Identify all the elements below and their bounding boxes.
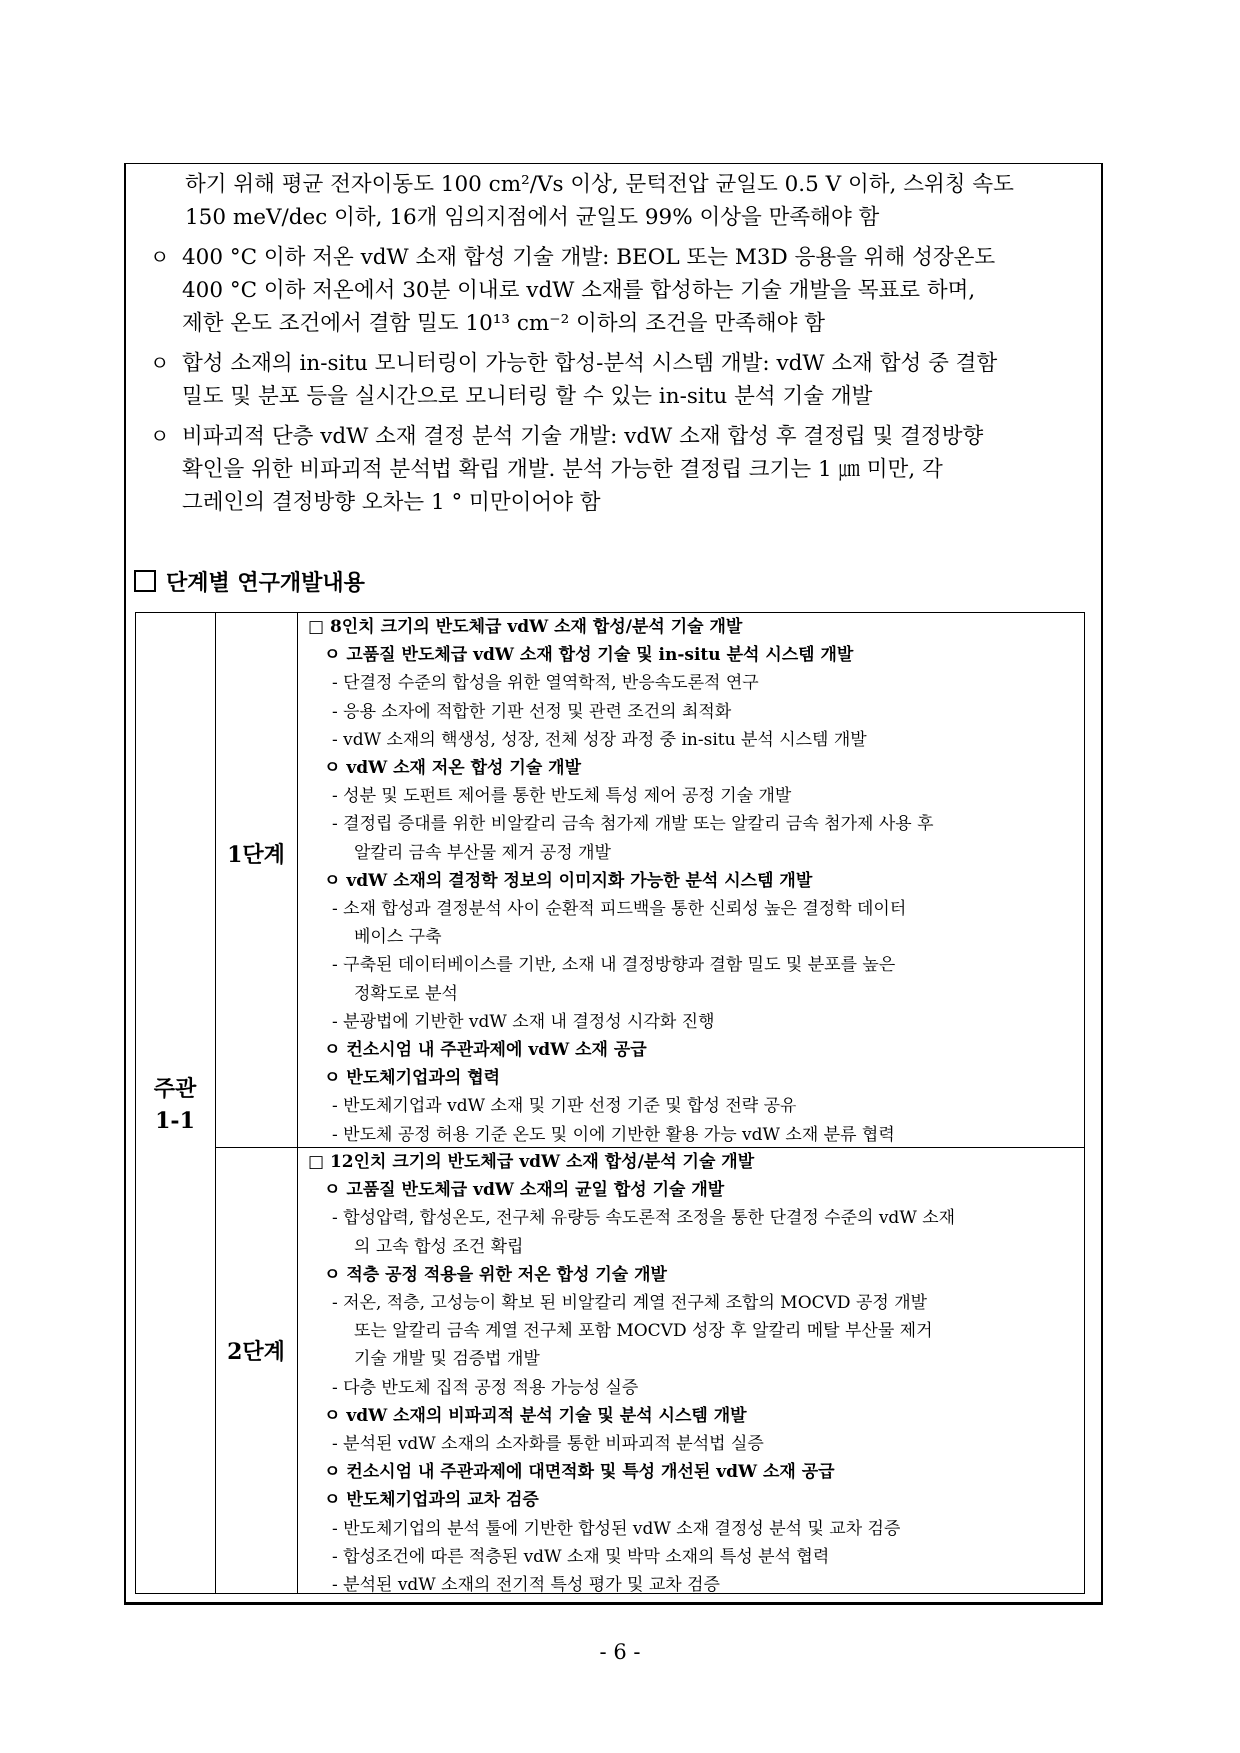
task-detail: - 저온, 적층, 고성능이 확보 된 비알칼리 계열 전구체 조합의 MOCVD 공정 개발 bbox=[332, 1293, 928, 1314]
stage1-label: 1단계 bbox=[227, 842, 285, 868]
text-line: 그레인의 결정방향 오차는 1 ° 미만이어야 함 bbox=[182, 490, 601, 515]
page-number: - 6 - bbox=[599, 1640, 641, 1664]
task-detail: 알칼리 금속 부산물 제거 공정 개발 bbox=[354, 842, 611, 863]
main-task-label-line2: 1-1 bbox=[155, 1108, 195, 1134]
paragraph-continued bbox=[140, 168, 1095, 234]
task-detail: - 반도체 공정 허용 기준 온도 및 이에 기반한 활용 가능 vdW 소재 분류 협력 bbox=[332, 1124, 895, 1145]
stage2-content bbox=[308, 1148, 1078, 1599]
checkbox-square-icon bbox=[134, 570, 156, 592]
task-detail: 정확도로 분석 bbox=[354, 983, 458, 1004]
task-item: ㅇ 고품질 반도체급 vdW 소재의 균일 합성 기술 개발 bbox=[324, 1180, 725, 1201]
task-detail: 베이스 구축 bbox=[354, 927, 442, 948]
stage1-label-cell bbox=[216, 613, 298, 1147]
requirement-item bbox=[140, 420, 1095, 519]
text-line: 제한 온도 조건에서 결함 밀도 10¹³ cm⁻² 이하의 조건을 만족해야 함 bbox=[182, 311, 826, 336]
task-item: ㅇ vdW 소재 저온 합성 기술 개발 bbox=[324, 758, 582, 779]
task-detail: 또는 알칼리 금속 계열 전구체 포함 MOCVD 성장 후 알칼리 메탈 부산물 제거 bbox=[354, 1321, 933, 1342]
task-detail: - 분석된 vdW 소재의 소자화를 통한 비파괴적 분석법 실증 bbox=[332, 1434, 764, 1455]
task-item: ㅇ 적층 공정 적용을 위한 저온 합성 기술 개발 bbox=[324, 1264, 667, 1285]
text-line: 비파괴적 단층 vdW 소재 결정 분석 기술 개발: vdW 소재 합성 후 결정립 및 결정방향 bbox=[182, 424, 984, 449]
task-detail: - 합성압력, 합성온도, 전구체 유량등 속도론적 조정을 통한 단결정 수준의 vdW 소재 bbox=[332, 1208, 956, 1229]
requirements-text bbox=[140, 168, 1095, 526]
task-item: ㅇ 반도체기업과의 교차 검증 bbox=[324, 1490, 539, 1511]
section-title bbox=[134, 566, 365, 597]
section-title-text: 단계별 연구개발내용 bbox=[166, 570, 365, 596]
requirement-item bbox=[140, 347, 1095, 413]
stage2-label-cell bbox=[216, 1148, 298, 1593]
text-line: 하기 위해 평균 전자이동도 100 cm²/Vs 이상, 문턱전압 균일도 0.5 V 이하, 스위칭 속도 bbox=[185, 172, 1014, 197]
task-detail: - 단결정 수준의 합성을 위한 열역학적, 반응속도론적 연구 bbox=[332, 673, 759, 694]
task-detail: - 분광법에 기반한 vdW 소재 내 결정성 시각화 진행 bbox=[332, 1011, 715, 1032]
task-detail: - 합성조건에 따른 적층된 vdW 소재 및 박막 소재의 특성 분석 협력 bbox=[332, 1546, 830, 1567]
stage2-row bbox=[216, 1148, 1084, 1596]
stage-heading: □ 12인치 크기의 반도체급 vdW 소재 합성/분석 기술 개발 bbox=[308, 1152, 755, 1172]
main-task-label bbox=[136, 1073, 214, 1137]
task-item: ㅇ 컨소시엄 내 주관과제에 vdW 소재 공급 bbox=[324, 1040, 647, 1061]
text-line: 400 °C 이하 저온에서 30분 이내로 vdW 소재를 합성하는 기술 개발을 목표로 하며, bbox=[182, 278, 976, 303]
task-detail: - 소재 합성과 결정분석 사이 순환적 피드백을 통한 신뢰성 높은 결정학 데이터 bbox=[332, 899, 907, 920]
task-detail: - 반도체기업과 vdW 소재 및 기판 선정 기준 및 합성 전략 공유 bbox=[332, 1096, 797, 1117]
text-line: 150 meV/dec 이하, 16개 임의지점에서 균일도 99% 이상을 만족해야 함 bbox=[185, 205, 880, 230]
text-line: 합성 소재의 in-situ 모니터링이 가능한 합성-분석 시스템 개발: vdW 소재 합성 중 결함 bbox=[182, 351, 998, 376]
task-detail: - 구축된 데이터베이스를 기반, 소재 내 결정방향과 결함 밀도 및 분포를 높은 bbox=[332, 955, 896, 976]
task-detail: 기술 개발 및 검증법 개발 bbox=[354, 1349, 540, 1370]
stage-table bbox=[135, 612, 1085, 1594]
task-detail: - 분석된 vdW 소재의 전기적 특성 평가 및 교차 검증 bbox=[332, 1575, 720, 1596]
task-detail: - 성분 및 도펀트 제어를 통한 반도체 특성 제어 공정 기술 개발 bbox=[332, 786, 792, 807]
task-detail: - 결정립 증대를 위한 비알칼리 금속 첨가제 개발 또는 알칼리 금속 첨가제 사용 후 bbox=[332, 814, 934, 835]
stage-heading: □ 8인치 크기의 반도체급 vdW 소재 합성/분석 기술 개발 bbox=[308, 617, 743, 637]
main-task-cell bbox=[136, 613, 216, 1593]
task-item: ㅇ 고품질 반도체급 vdW 소재 합성 기술 및 in-situ 분석 시스템 개발 bbox=[324, 645, 854, 666]
stage2-label: 2단계 bbox=[227, 1339, 285, 1365]
task-detail: - 다층 반도체 집적 공정 적용 가능성 실증 bbox=[332, 1377, 639, 1398]
task-detail: - 반도체기업의 분석 툴에 기반한 합성된 vdW 소재 결정성 분석 및 교차 검증 bbox=[332, 1518, 901, 1539]
stage1-content bbox=[308, 613, 1078, 1149]
circle-bullet-icon: ㅇ bbox=[150, 245, 170, 269]
text-line: 400 °C 이하 저온 vdW 소재 합성 기술 개발: BEOL 또는 M3D 응용을 위해 성장온도 bbox=[182, 245, 996, 270]
task-detail: - 응용 소자에 적합한 기판 선정 및 관련 조건의 최적화 bbox=[332, 701, 732, 722]
text-line: 확인을 위한 비파괴적 분석법 확립 개발. 분석 가능한 결정립 크기는 1 ㎛ 미만, 각 bbox=[182, 457, 943, 482]
text-line: 밀도 및 분포 등을 실시간으로 모니터링 할 수 있는 in-situ 분석 기술 개발 bbox=[182, 384, 873, 409]
stage1-row bbox=[216, 613, 1084, 1148]
task-detail: - vdW 소재의 핵생성, 성장, 전체 성장 과정 중 in-situ 분석 시스템 개발 bbox=[332, 729, 867, 750]
task-item: ㅇ vdW 소재의 비파괴적 분석 기술 및 분석 시스템 개발 bbox=[324, 1405, 747, 1426]
main-task-label-line1: 주관 bbox=[153, 1076, 197, 1102]
task-item: ㅇ 반도체기업과의 협력 bbox=[324, 1068, 501, 1089]
task-item: ㅇ 컨소시엄 내 주관과제에 대면적화 및 특성 개선된 vdW 소재 공급 bbox=[324, 1462, 835, 1483]
circle-bullet-icon: ㅇ bbox=[150, 351, 170, 375]
requirement-item bbox=[140, 241, 1095, 340]
task-item: ㅇ vdW 소재의 결정학 정보의 이미지화 가능한 분석 시스템 개발 bbox=[324, 870, 813, 891]
task-detail: 의 고속 합성 조건 확립 bbox=[354, 1236, 524, 1257]
circle-bullet-icon: ㅇ bbox=[150, 424, 170, 448]
